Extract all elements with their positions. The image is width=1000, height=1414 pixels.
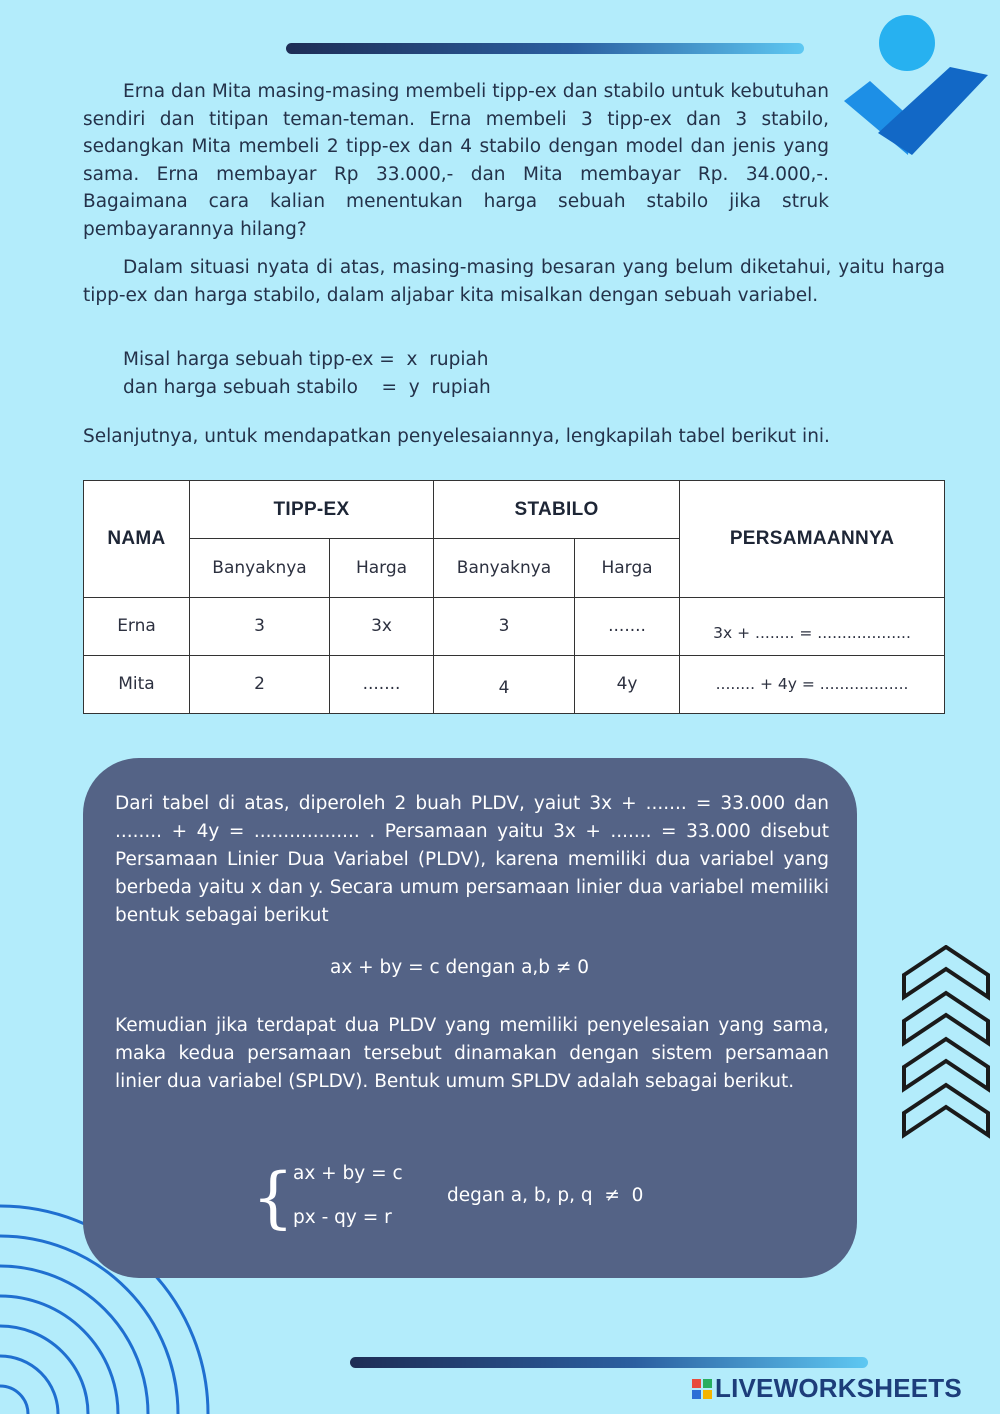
row-erna-equation-blank[interactable]: 3x + ........ = ................... [680, 597, 945, 655]
header-stabilo-banyaknya: Banyaknya [434, 539, 575, 597]
table-row-erna [84, 597, 945, 655]
left-brace-icon: { [252, 1159, 294, 1236]
table-instruction: Selanjutnya, untuk mendapatkan penyelesaiannya, lengkapilah tabel berikut ini. [83, 426, 830, 447]
row-mita-stabilo-qty: 4 [434, 655, 575, 713]
chevron-up-icons-decoration [900, 945, 992, 1145]
intro-paragraph-2: Dalam situasi nyata di atas, masing-masing besaran yang belum diketahui, yaitu harga tipp-ex dan harga stabilo, dalam aljabar kita misalkan dengan sebuah variabel. [83, 257, 945, 306]
brand-logo-icon [840, 15, 990, 160]
table-row-mita [84, 655, 945, 713]
row-mita-stabilo-price: 4y [575, 655, 680, 713]
worksheet-table [83, 480, 945, 714]
header-stabilo: STABILO [434, 481, 680, 539]
system-equation-1: ax + by = c [293, 1163, 403, 1184]
row-erna-stabilo-qty: 3 [434, 597, 575, 655]
header-tippex-harga: Harga [330, 539, 434, 597]
header-tippex: TIPP-EX [190, 481, 434, 539]
header-stabilo-harga: Harga [575, 539, 680, 597]
liveworksheets-brand-text: LIVEWORKSHEETS [715, 1373, 962, 1403]
panel-paragraph-1: Dari tabel di atas, diperoleh 2 buah PLDV, yaiut 3x + ....... = 33.000 dan ........ + 4y = .................. . Persamaan yaitu 3x + ....... = 33.000 disebut Persamaan Linier Dua Variabel (PLDV), karena memiliki dua variabel yang berbeda yaitu x dan y. Secara umum persamaan linier dua variabel memiliki bentuk sebagai berikut [115, 793, 829, 926]
liveworksheets-mark-icon [692, 1375, 712, 1395]
variable-x-definition: Misal harga sebuah tipp-ex = x rupiah [123, 349, 489, 370]
intro-paragraph-1: Erna dan Mita masing-masing membeli tipp-ex dan stabilo untuk kebutuhan sendiri dan titipan teman-teman. Erna membeli 3 tipp-ex dan 3 stabilo, sedangkan Mita membeli 2 tipp-ex dan 4 stabilo dengan model dan jenis yang sama. Erna membayar Rp 33.000,- dan Mita membayar Rp. 34.000,-. Bagaimana cara kalian menentukan harga sebuah stabilo jika struk pembayarannya hilang? [83, 81, 829, 240]
liveworksheets-logo [692, 1373, 962, 1404]
row-erna-name: Erna [84, 597, 190, 655]
bottom-decorative-bar [350, 1357, 868, 1368]
variable-y-definition: dan harga sebuah stabilo = y rupiah [123, 377, 491, 398]
row-mita-tippex-qty: 2 [190, 655, 330, 713]
header-nama: NAMA [84, 481, 190, 598]
row-erna-stabilo-price-blank[interactable]: ....... [575, 597, 680, 655]
top-decorative-bar [286, 43, 804, 54]
general-form-pldv: ax + by = c dengan a,b ≠ 0 [330, 957, 590, 978]
header-tippex-banyaknya: Banyaknya [190, 539, 330, 597]
row-mita-tippex-price-blank[interactable]: ....... [330, 655, 434, 713]
row-mita-equation-blank[interactable]: ........ + 4y = .................. [680, 655, 945, 713]
row-mita-name: Mita [84, 655, 190, 713]
header-persamaan: PERSAMAANNYA [680, 481, 945, 598]
system-condition: degan a, b, p, q ≠ 0 [447, 1185, 644, 1206]
row-erna-tippex-price: 3x [330, 597, 434, 655]
system-equation-2: px - qy = r [293, 1207, 392, 1228]
panel-paragraph-2: Kemudian jika terdapat dua PLDV yang memiliki penyelesaian yang sama, maka kedua persamaan tersebut dinamakan dengan sistem persamaan linier dua variabel (SPLDV). Bentuk umum SPLDV adalah sebagai berikut. [115, 1015, 829, 1092]
row-erna-tippex-qty: 3 [190, 597, 330, 655]
